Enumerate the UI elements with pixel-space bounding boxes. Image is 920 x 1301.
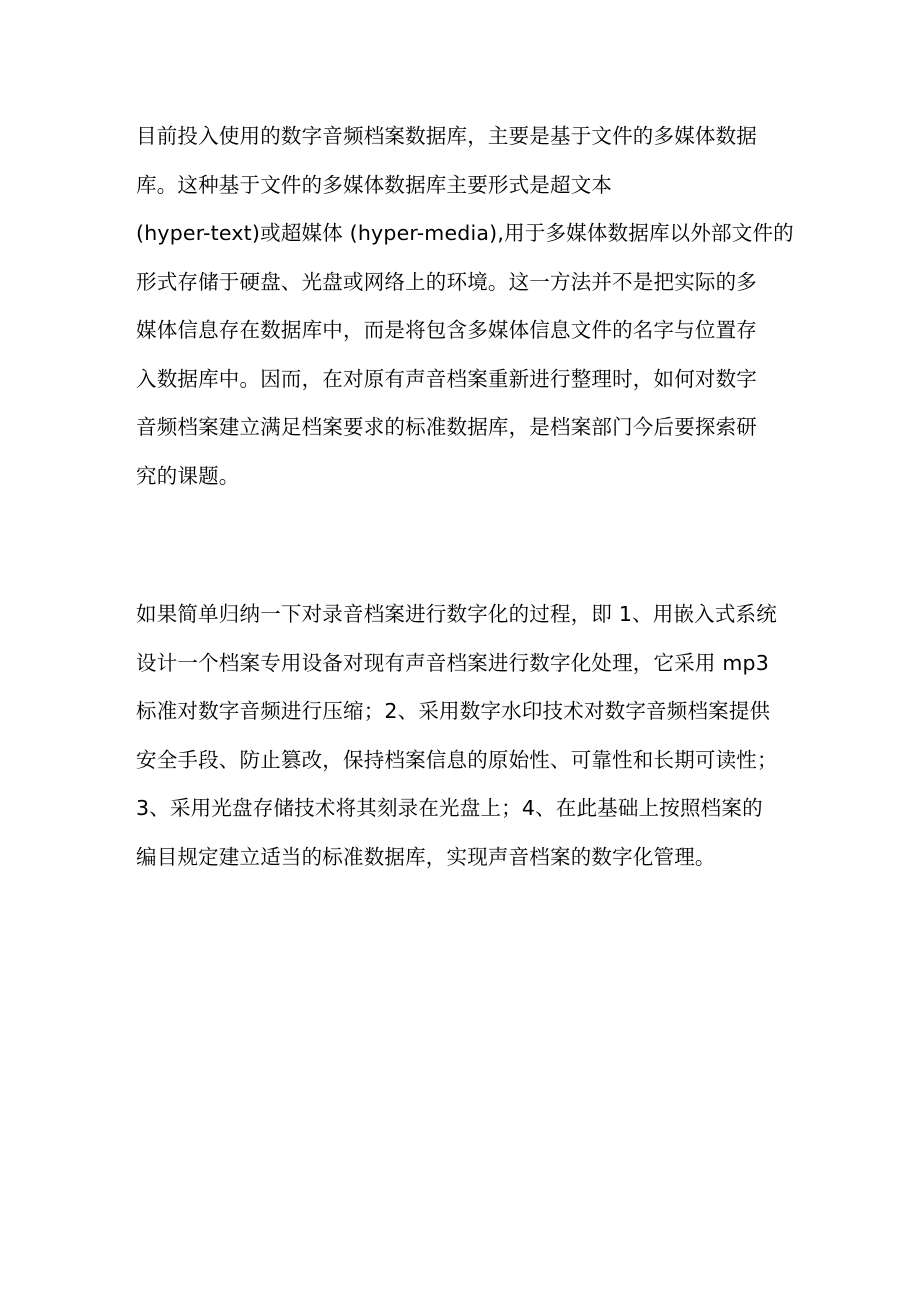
paragraph-line: 入数据库中。因而，在对原有声音档案重新进行整理时，如何对数字 xyxy=(136,366,757,391)
paragraph-line: 究的课题。 xyxy=(136,463,240,488)
paragraph-line: 目前投入使用的数字音频档案数据库，主要是基于文件的多媒体数据 xyxy=(136,124,757,148)
paragraph-line: 3、采用光盘存储技术将其刻录在光盘上；4、在此基础上按照档案的 xyxy=(136,796,763,820)
paragraph-2 xyxy=(136,594,808,885)
paragraph-line: (hyper-text)或超媒体 (hyper-media),用于多媒体数据库以外部文件的 xyxy=(136,221,794,245)
paragraph-line: 形式存储于硬盘、光盘或网络上的环境。这一方法并不是把实际的多 xyxy=(136,269,757,294)
paragraph-line: 安全手段、防止篡改，保持档案信息的原始性、可靠性和长期可读性； xyxy=(136,747,778,772)
paragraph-line: 音频档案建立满足档案要求的标准数据库，是档案部门今后要探索研 xyxy=(136,415,757,439)
paragraph-line: 标准对数字音频进行压缩；2、采用数字水印技术对数字音频档案提供 xyxy=(136,699,771,723)
paragraph-line: 媒体信息存在数据库中，而是将包含多媒体信息文件的名字与位置存 xyxy=(136,318,757,342)
paragraph-line: 设计一个档案专用设备对现有声音档案进行数字化处理，它采用 mp3 xyxy=(136,650,769,675)
paragraph-line: 库。这种基于文件的多媒体数据库主要形式是超文本 xyxy=(136,172,613,197)
paragraph-1 xyxy=(136,116,808,504)
paragraph-line: 编目规定建立适当的标准数据库，实现声音档案的数字化管理。 xyxy=(136,844,716,869)
paragraph-line: 如果简单归纳一下对录音档案进行数字化的过程，即 1、用嵌入式系统 xyxy=(136,602,777,626)
